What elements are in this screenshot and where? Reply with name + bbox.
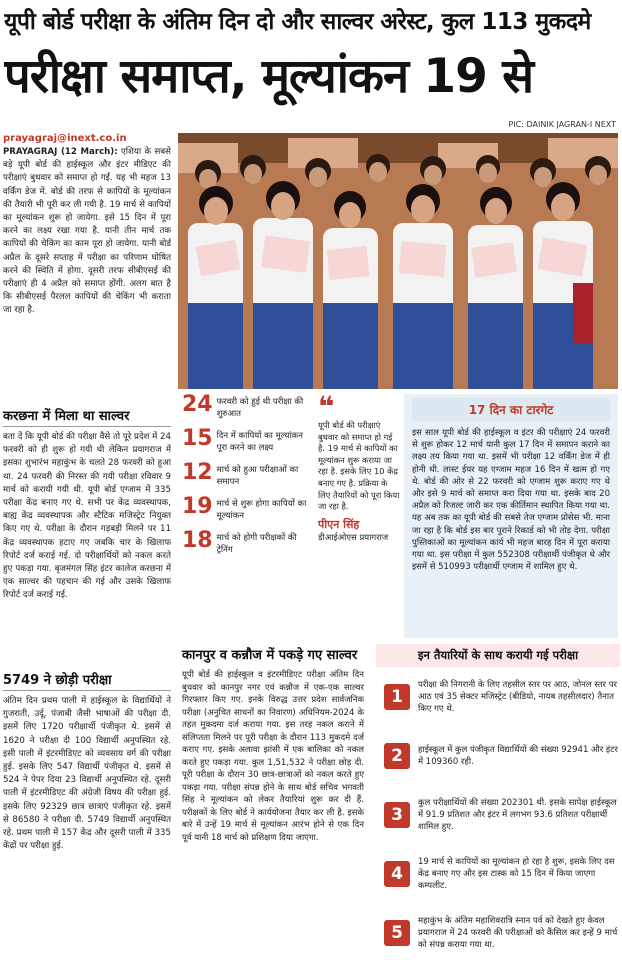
students-photo <box>178 133 618 389</box>
timeline-text: मार्च को हुआ परीक्षाओं का समापन <box>216 465 299 487</box>
quote-role: डीआईओएस प्रयागराज <box>318 532 389 543</box>
reporter-email[interactable]: prayagraj@inext.co.in <box>3 133 127 144</box>
preparations-title: इन तैयारियों के साथ करायी गई परीक्षा <box>376 644 620 667</box>
list-text: परीक्षा की निगरानी के लिए तहसील स्तर पर आठ, जोनल स्तर पर आठ एवं 35 सेक्टर मजिस्ट्रेट (बीडियो, नायब तहसीलदार) तैनात किए गए थे. <box>418 679 617 714</box>
list-number: 5 <box>384 920 410 946</box>
timeline-text: मार्च को होगी परीक्षकों की ट्रेनिंग <box>216 533 297 555</box>
timeline-text: दिन में कापियों का मूल्यांकन पूरा करने का लक्ष्य <box>216 431 303 453</box>
list-text: महाकुंभ के अंतिम महाशिवरात्रि स्नान पर्व को देखते हुए केवल प्रयागराज में 24 फरवरी की परीक्षाओं को कैंसिल कर इन्हें 9 मार्च को संपन्न कराया गया था. <box>418 915 618 950</box>
timeline-item <box>182 462 308 488</box>
main-headline: परीक्षा समाप्त, मूल्यांकन 19 से <box>4 49 533 104</box>
timeline-number: 12 <box>182 460 213 485</box>
list-item <box>376 730 620 781</box>
timeline-item <box>182 530 308 556</box>
list-item <box>376 789 620 840</box>
timeline-number: 18 <box>182 528 213 553</box>
list-text: 19 मार्च से कापियों का मूल्यांकन हो रहा है शुरू, इसके लिए दस केंद्र बनाए गए और इस टास्क को 15 दिन में किया जाएगा कम्पलीट. <box>418 856 615 891</box>
target-box <box>404 394 618 638</box>
timeline-text: मार्च से शुरू होगा कापियों का मूल्यांकन <box>216 499 307 521</box>
intro-text: एशिया के सबसे बड़े यूपी बोर्ड की हाईस्कूल और इंटर मीडिएट की परीक्षाएं बुधवार को समाप्त हो गईं. यह भी महज 13 वर्किंग डेज में. बोर्ड की तरफ से कापियों के मूल्यांकन की तैयारी भी पूरी कर ली गयी है. 19 मार्च से कापियों का मूल्यांकन शुरू हो जायेगा. इसे 15 दिन में पूरा करने का लक्ष्य रखा गया है. यानी तीन मार्च तक कापियों की चेकिंग का काम पूरा हो जायेगा. यानी बोर्ड अप्रैल के दूसरे सप्ताह में परीक्षा का परिणाम घोषित करने की स्थिति में होगा. दूसरी तरफ सीबीएसई की परीक्षाएं ही 4 अप्रैल को समाप्त होंगी. अलग बात है कि सीबीएसई पैरलल कापियों की चेकिंग भी कराता जा रहा है. <box>3 147 171 316</box>
photo-credit: PIC: DAINIK JAGRAN-I NEXT <box>508 120 616 129</box>
intro-paragraph <box>3 146 171 318</box>
list-number: 4 <box>384 861 410 887</box>
timeline-text: फरवरी को हुई थी परीक्षा की शुरुआत <box>216 397 304 419</box>
absent-text: अंतिम दिन प्रथम पाली में हाईस्कूल के विद्यार्थियों ने गुजराती, उर्दू, पंजाबी जैसी भाषाओं की परीक्षा दी. इसमें लिए 1720 परीक्षार्थी पंजीकृत थे. इसमें से 1620 ने परीक्षा दी 100 विद्यार्थी अनुपस्थित रहे. इसी पाली में इंटरमीडिएट को व्यवसाय वर्ग की परीक्षा हुई. इसके लिए 547 विद्यार्थी पंजीकृत थे. इसमें से 524 ने पेपर दिया 23 विद्यार्थी अनुपस्थित रहे. दूसरी पाली में इंटरमीडिएट की अंग्रेजी विषय की परीक्षा हुई. इसके लिए 92329 छात्र छात्राएं पंजीकृत रहे. इसमें से 86580 ने परीक्षा दी. 5749 विद्यार्थी अनुपस्थित रहे. प्रथम पाली में 157 केंद्र और दूसरी पाली में 335 केंद्रों पर परीक्षा हुई. <box>3 696 171 852</box>
dios-quote <box>318 390 400 638</box>
list-text: हाईस्कूल में कुल पंजीकृत विद्यार्थियों की संख्या 92941 और इंटर में 109360 रही. <box>418 744 618 767</box>
intro-section <box>3 146 171 396</box>
arrest-title: कानपुर व कन्नौज में पकड़े गए साल्वर <box>182 648 358 663</box>
karchhana-subhead: करछना में मिला था साल्वर <box>3 406 171 427</box>
key-dates-timeline <box>182 394 308 638</box>
kicker-headline: यूपी बोर्ड परीक्षा के अंतिम दिन दो और साल्वर अरेस्ट, कुल 113 मुकदमे <box>4 9 591 35</box>
timeline-item <box>182 496 308 522</box>
list-text: कुल परीक्षार्थियों की संख्या 202301 थी. इसके सापेक्ष हाईस्कूल में 91.9 प्रतिशत और इंटर में लगभग 93.6 प्रतिशत परीक्षार्थी शामिल हुए. <box>418 797 617 832</box>
target-title: 17 दिन का टारगेट <box>412 398 610 421</box>
target-text: इस साल यूपी बोर्ड की हाईस्कूल व इंटर की परीक्षाएं 24 फरवरी से शुरू होकर 12 मार्च यानी कुल 17 दिन में समापन कराने का लक्ष्य तय किया गया था. इसमें भी परीक्षा 12 वर्किंग डेज में ही होनी थी. लास्ट ईयर यह एग्जाम महज 16 दिन में खत्म हो गए थे. बोर्ड की ओर से 22 फरवरी को एग्जाम शुरू कराए गए थे और इसे 9 मार्च को समाप्त करा दिया गया था. इसके बाद 20 अप्रैल को रिजल्ट जारी कर एक कीर्तिमान स्थापित किया गया था. यह अब तक का यूपी बोर्ड की सबसे तेज एग्जाम प्रोसेस भी. माना जा रहा है कि बोर्ड इस बार पुराने रिकार्ड को भी तोड़ देगा. परीक्षा पुस्तिकाओं का मूल्यांकन कार्य भी महज बारह दिन में पूरा कराया गया था. इस परीक्षा में कुल 552308 परीक्षार्थी पंजीकृत थे और इसमें से 510993 परीक्षार्थी एग्जाम में शामिल हुए थे. <box>412 428 610 573</box>
dateline: PRAYAGRAJ (12 March): <box>3 147 118 157</box>
arrest-section <box>178 640 368 956</box>
list-number: 3 <box>384 802 410 828</box>
list-item <box>376 907 620 958</box>
absent-subhead: 5749 ने छोड़ी परीक्षा <box>3 670 171 691</box>
quote-name: पीएन सिंह <box>318 517 360 531</box>
karchhana-text: बता दें कि यूपी बोर्ड की परीक्षा वैसे तो पूरे प्रदेश में 24 फरवरी को ही शुरू हो गयी थी लेकिन प्रयागराज में इसका शुभारंभ महाकुंभ के चलते 28 फरवरी को हुआ था. 24 फरवरी की निरस्त की गयी परीक्षा रविवार 9 मार्च को करायी गयी थी. यूपी बोर्ड एग्जाम में 335 परीक्षा केंद्र बनाए गए थे. सभी पर केंद्र व्यवस्थापक, बाह्य केंद्र व्यवस्थापक और स्टैटिक मजिस्ट्रेट नियुक्त किए गए थे. परीक्षा के दौरान गड़बड़ी मिलने पर 11 केंद्र व्यवस्थापक हटाए गए जबकि चार के खिलाफ रिपोर्ट दर्ज कराई गई. दो परीक्षार्थियों को नकल करते हुए पकड़ा गया. बृजमंगल सिंह इंटर कालेज करछना में एक साल्वर की पहचान की गई और उसके खिलाफ रिपोर्ट दर्ज कराई गई. <box>3 432 171 601</box>
students-photo-illustration <box>178 133 618 389</box>
quote-text: यूपी बोर्ड की परीक्षाएं बुधवार को समाप्त हो गई है. 19 मार्च से कापियों का मूल्यांकन शुरू कराया जा रहा है. इसके लिए 10 केंद्र बनाए गए है. प्रक्रिया के लिए तैयारियों को पूरा किया जा रहा है. <box>318 420 400 512</box>
timeline-number: 19 <box>182 494 213 519</box>
list-number: 2 <box>384 743 410 769</box>
timeline-number: 15 <box>182 426 213 451</box>
timeline-item <box>182 394 308 420</box>
absent-section <box>3 664 171 958</box>
list-item <box>376 671 620 722</box>
timeline-number: 24 <box>182 392 213 417</box>
arrest-text: यूपी बोर्ड की हाईस्कूल व इंटरमीडिएट परीक्षा अंतिम दिन बुधवार को कानपुर नगर एवं कन्नौज में एक-एक साल्वर गिरफ्तार किए गए. इनके विरुद्ध उत्तर प्रदेश सार्वजनिक परीक्षा (अनुचित साधनों का निवारण) अधिनियम-2024 के तहत मुकदमा दर्ज कराया गया. इस तरह नकल कराने में संलिप्तता मिलने पर पूरी परीक्षा के दौरान 113 मुकदमे दर्ज कराए गए. इसके अलावा झांसी में एक बालिका को नकल करते हुए पकड़ा गया. कुल 1,51,532 ने परीक्षा छोड़ दी. पूरी परीक्षा के दौरान 30 छात्र-छात्राओं को नकल करते हुए पकड़ा गया. परीक्षा संपन्न होने के साथ बोर्ड सचिव भगवती सिंह ने मूल्यांकन को लेकर तैयारियां शुरू कर दी हैं. परीक्षकों के लिए बोर्ड ने कार्ययोजना तैयार कर ली है. इसके बारे में उन्हें 19 मार्च से मूल्यांकन आरंभ होने से एक दिन पूर्व यानी 18 मार्च को प्रशिक्षण दिया जाएगा. <box>182 670 364 843</box>
timeline-item <box>182 428 308 454</box>
preparations-box <box>376 640 620 956</box>
quote-icon: ❝ <box>318 390 335 423</box>
karchhana-section <box>3 400 171 660</box>
list-item <box>376 848 620 899</box>
list-number: 1 <box>384 684 410 710</box>
